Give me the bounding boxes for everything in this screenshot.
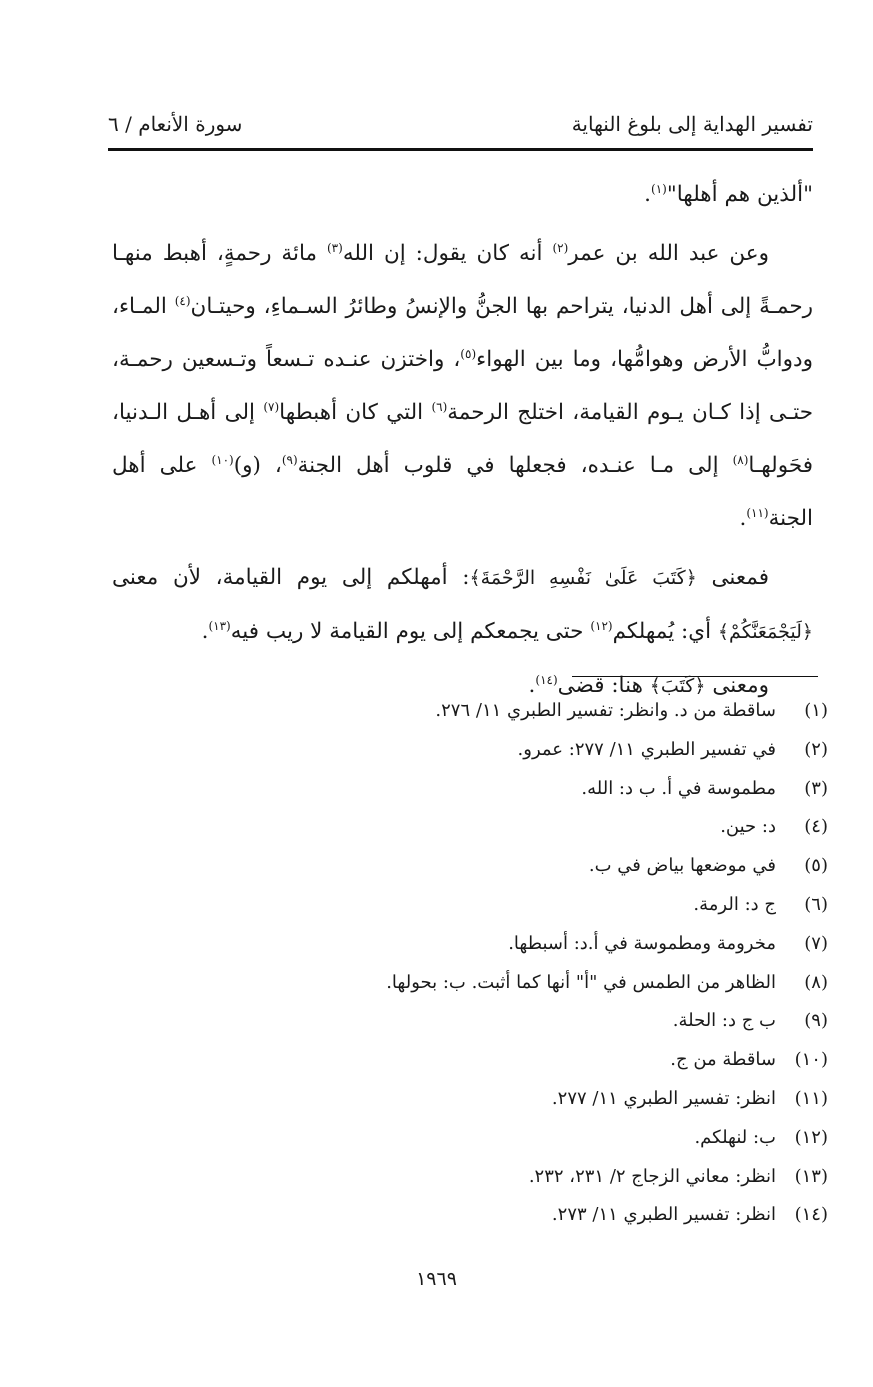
footnote-number: (١) (804, 700, 828, 721)
quran-quote: ﴿كَتَبَ﴾ (649, 675, 706, 697)
text-run: فمعنى (696, 565, 769, 590)
footnote-text: مخرومة ومطموسة في أ.د: أسبطها. (508, 932, 776, 954)
footnote-ref-3: (٣) (326, 240, 343, 255)
footnote-number: (١١) (794, 1087, 828, 1109)
footnote-number: (١٢) (794, 1126, 828, 1148)
footnote-text: د: حين. (720, 816, 776, 838)
header-rule (108, 148, 813, 151)
paragraph-1 (112, 168, 813, 221)
footnote-item (200, 1080, 828, 1119)
footnote-text: ب: لنهلكم. (694, 1126, 776, 1148)
footnote-ref-8: (٨) (732, 452, 749, 467)
footnote-item (200, 1119, 828, 1158)
footnote-ref-6: (٦) (431, 399, 448, 414)
text-run: على أهل الجنة (112, 453, 813, 531)
footnote-ref-11: (١١) (746, 505, 769, 520)
footnote-item (200, 808, 828, 847)
text-run: أي: يُمهلكم (612, 619, 718, 644)
footnote-ref-9: (٩) (281, 452, 298, 467)
footnote-number: (٨) (804, 971, 828, 993)
footnote-number: (١٠) (794, 1049, 828, 1071)
text-run: وعن عبد الله بن عمر (568, 241, 769, 266)
surah-title: سورة الأنعام / ٦ (108, 112, 243, 136)
footnotes-list (200, 692, 828, 1235)
footnote-text: انظر: معاني الزجاج ٢/ ٢٣١، ٢٣٢. (528, 1165, 776, 1187)
footnote-ref-4: (٤) (174, 293, 191, 308)
footnote-item (200, 731, 828, 770)
footnote-item (200, 770, 828, 809)
footnote-ref-13: (١٣) (208, 618, 231, 633)
text-run: . (739, 506, 747, 531)
footnote-item (200, 964, 828, 1003)
footnote-text: الظاهر من الطمس في "أ" أنها كما أثبت. ب: بحولها. (386, 971, 776, 993)
footnote-text: في موضعها بياض في ب. (588, 855, 776, 877)
text-run: ، واختزن عنـده تـسعاً وتـسعين رحمـة، حتـى إذا كـان يـوم القيامة، اختلج الرحمة (112, 347, 813, 425)
footnote-number: (٥) (804, 855, 828, 877)
text-run: . (201, 619, 209, 644)
book-title: تفسير الهداية إلى بلوغ النهاية (571, 112, 813, 136)
running-header (108, 108, 813, 148)
footnote-number: (١٣) (794, 1165, 828, 1187)
main-text (112, 168, 813, 713)
footnote-item (200, 1002, 828, 1041)
footnote-number: (٦) (804, 893, 828, 915)
quran-quote: ﴿لَيَجْمَعَنَّكُمْ﴾ (717, 621, 813, 643)
footnote-item (200, 886, 828, 925)
footnote-text: ج د: الرمة. (693, 893, 776, 915)
footnote-text: ساقطة من د. وانظر: تفسير الطبري ١١/ ٢٧٦. (435, 700, 776, 721)
footnote-text: ساقطة من ج. (670, 1049, 776, 1071)
text-run: إلى مـا عنـده، فجعلها في قلوب أهل الجنة (297, 453, 733, 478)
footnote-ref-12: (١٢) (590, 618, 613, 633)
footnote-text: انظر: تفسير الطبري ١١/ ٢٧٣. (551, 1204, 776, 1226)
footnote-number: (١٤) (794, 1204, 828, 1226)
footnote-number: (٣) (804, 777, 828, 799)
text-run: ومعنى (705, 673, 769, 698)
footnote-text: مطموسة في أ. ب د: الله. (581, 777, 776, 799)
footnote-item (200, 1158, 828, 1197)
footnote-number: (٤) (804, 816, 828, 838)
text-run: هنا: قضى (557, 673, 650, 698)
footnote-ref-7: (٧) (263, 399, 280, 414)
footnote-number: (٩) (804, 1010, 828, 1032)
footnote-separator (572, 676, 818, 677)
footnote-item (200, 925, 828, 964)
period: . (644, 182, 652, 207)
page-number: ١٩٦٩ (416, 1268, 457, 1290)
text-run: التي كان أهبطها (279, 400, 432, 425)
footnote-ref-5: (٥) (460, 346, 477, 361)
text-run: . (528, 673, 536, 698)
footnote-text: انظر: تفسير الطبري ١١/ ٢٧٧. (551, 1087, 776, 1109)
text-run: أنه كان يقول: إن الله (342, 241, 553, 266)
text-run: حتى يجمعكم إلى يوم القيامة لا ريب فيه (230, 619, 591, 644)
footnote-number: (٧) (804, 932, 828, 954)
text-run: المـاء، ودوابُّ الأرض وهوامُّها، وما بين الهواء (112, 294, 813, 372)
quote-text: "ألذين هم أهلها" (666, 182, 813, 207)
footnote-ref-1: (١) (651, 181, 667, 196)
footnote-number: (٢) (804, 738, 828, 760)
paragraph-3 (112, 551, 813, 659)
footnote-item (200, 1041, 828, 1080)
text-run: : أمهلكم إلى يوم القيامة، لأن معنى (112, 565, 470, 590)
footnote-ref-10: (١٠) (211, 452, 234, 467)
quran-quote: ﴿كَتَبَ عَلَىٰ نَفْسِهِ الرَّحْمَةَ﴾ (469, 567, 697, 589)
text-run: إلى أهـل الـدنيا، فحَولهـا (112, 400, 813, 478)
footnote-text: في تفسير الطبري ١١/ ٢٧٧: عمرو. (517, 738, 776, 760)
footnote-item (200, 692, 828, 731)
paragraph-2 (112, 227, 813, 545)
text-run: مائة رحمةٍ، أهبط منهـا رحمـةً إلى أهل الدنيا، يتراحم بها الجنُّ والإنسُ وطائرُ السـماءِ، وحيتـان (112, 241, 813, 319)
footnote-item (200, 1196, 828, 1235)
footnote-ref-14: (١٤) (535, 672, 558, 687)
footnote-text: ب ج د: الحلة. (672, 1010, 776, 1032)
text-run: ، (و) (233, 453, 282, 478)
footnote-ref-2: (٢) (552, 240, 569, 255)
footnote-item (200, 847, 828, 886)
